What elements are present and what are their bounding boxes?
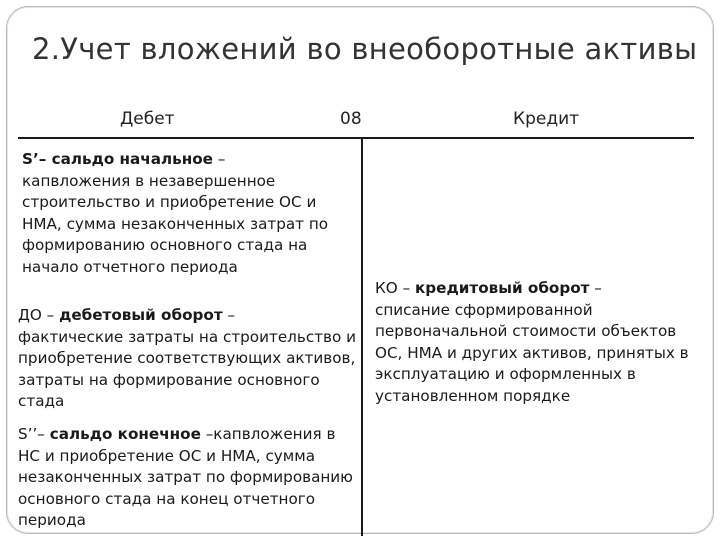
debit-turnover-description: фактические затраты на строительство и приобретение соответствующих активов, затраты на формирование основного стада	[18, 327, 356, 410]
credit-turnover-dash: –	[589, 279, 602, 297]
debit-turnover-dash: –	[222, 306, 236, 324]
debit-turnover-text	[18, 305, 356, 413]
credit-header: Кредит	[513, 109, 580, 129]
opening-balance-text	[22, 149, 352, 278]
opening-balance-description: капвложения в незавершенное строительство и приобретение ОС и НМА, сумма незаконченных затрат по формированию основного стада на начало отчетного периода	[22, 171, 329, 276]
opening-balance-dash: –	[212, 150, 226, 168]
closing-balance-term: сальдо конечное	[49, 425, 201, 443]
debit-header: Дебет	[120, 109, 175, 129]
credit-turnover-term: кредитовый оборот	[415, 279, 590, 297]
closing-balance-description: –капвложения в НС и приобретение ОС и НМА, сумма незаконченных затрат по формированию основного стада на конец отчетного периода	[18, 425, 353, 529]
debit-turnover-term: дебетовый оборот	[59, 306, 223, 324]
t-account-vertical-line	[361, 138, 363, 536]
t-account-horizontal-line	[18, 137, 694, 139]
credit-turnover-description: списание сформированной первоначальной стоимости объектов ОС, НМА и других активов, принятых в эксплуатацию и оформленных в установленном порядке	[375, 300, 689, 405]
debit-turnover-prefix: ДО –	[18, 306, 60, 324]
closing-balance-text	[18, 424, 356, 532]
account-number: 08	[340, 109, 362, 129]
credit-turnover-prefix: КО –	[375, 279, 415, 297]
closing-balance-prefix: S’’–	[18, 425, 50, 443]
slide-title: 2.Учет вложений во внеоборотные активы	[32, 32, 698, 66]
opening-balance-term: S’– сальдо начальное	[22, 150, 213, 168]
credit-turnover-text	[375, 278, 705, 407]
